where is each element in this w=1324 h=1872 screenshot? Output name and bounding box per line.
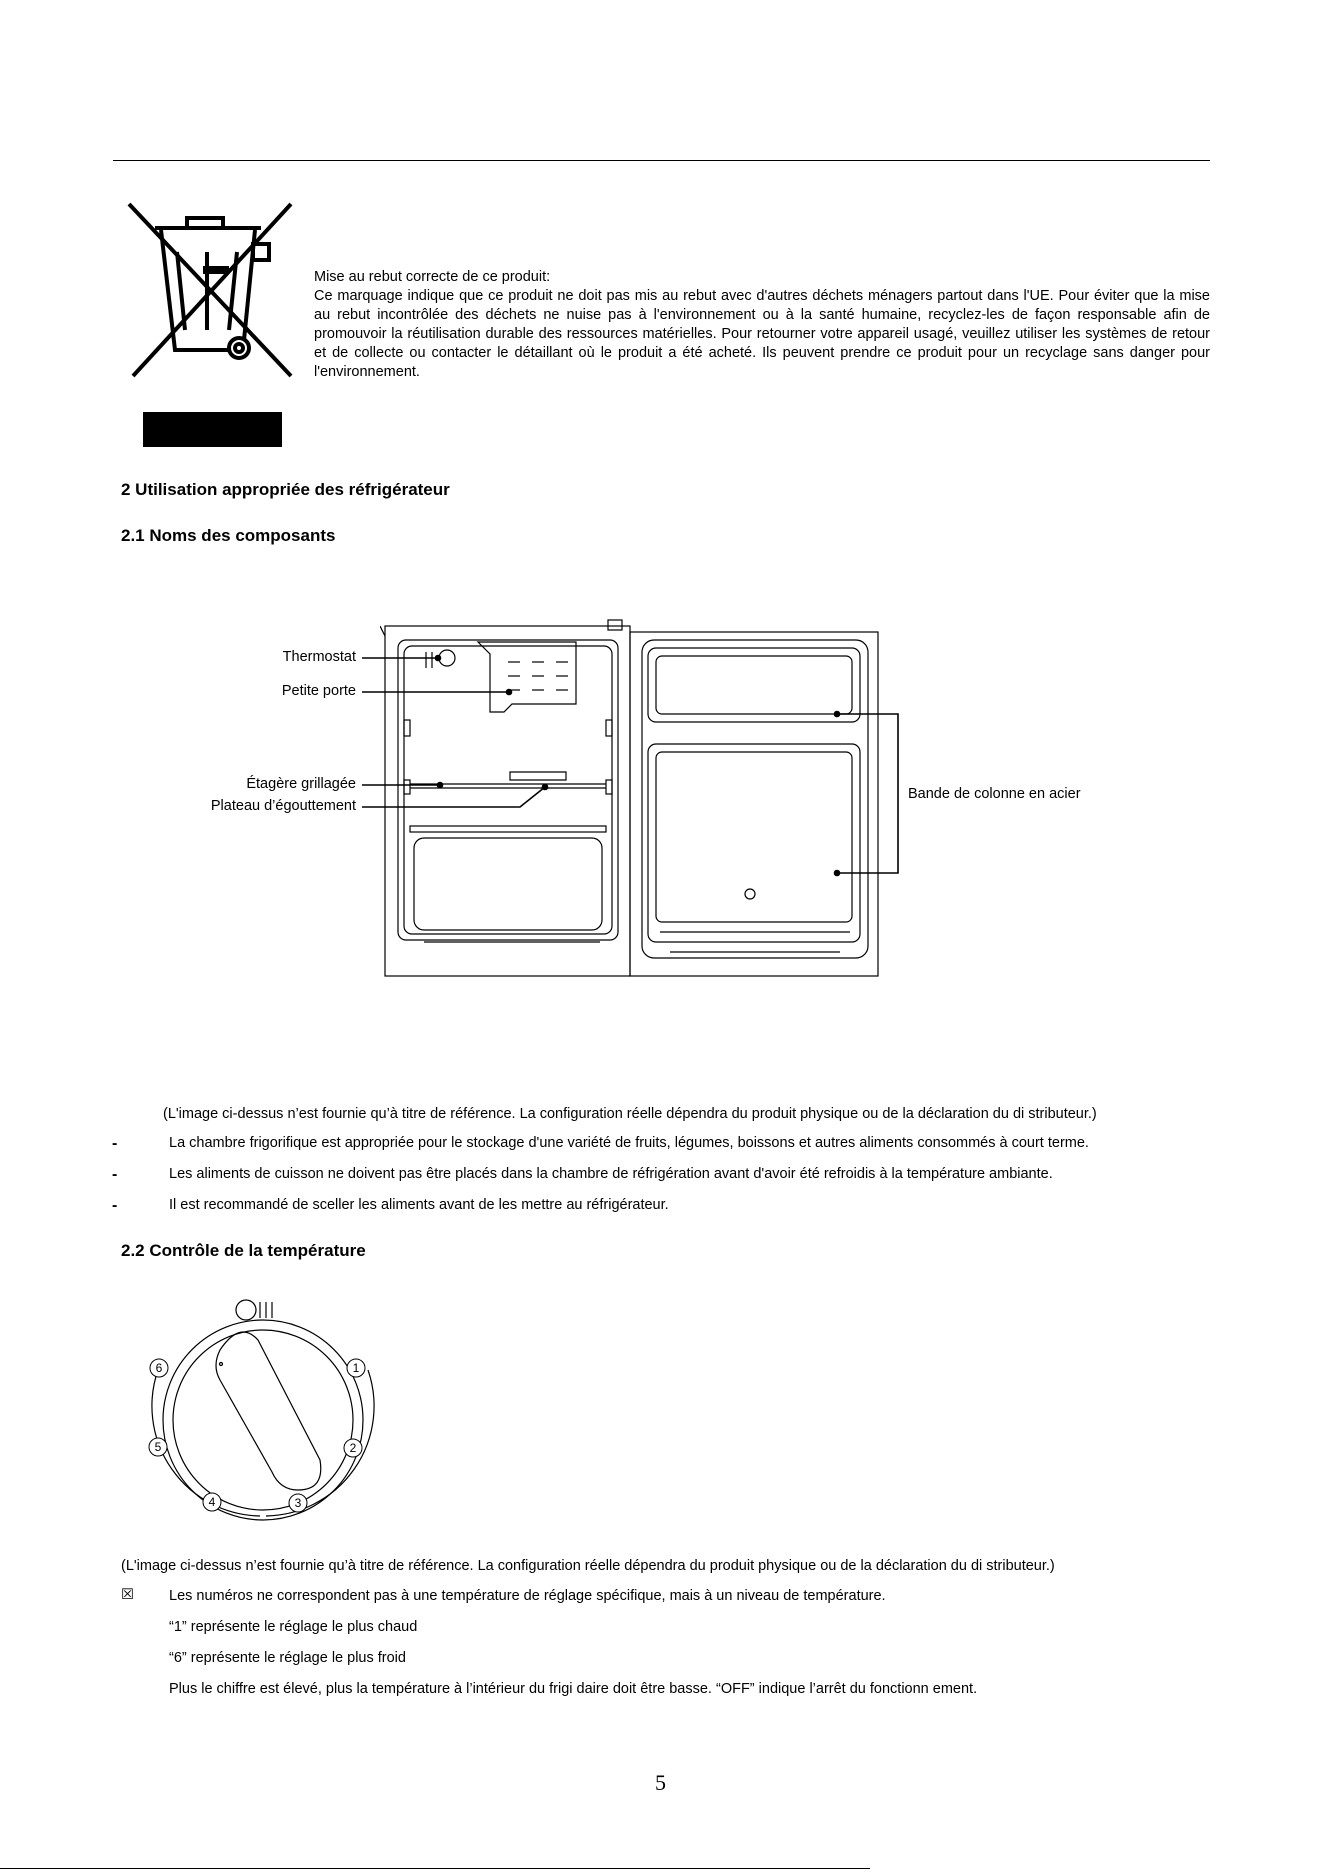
dial-number-3: 3 <box>294 1496 302 1510</box>
temp-line-2: “1” représente le réglage le plus chaud <box>169 1619 418 1635</box>
label-plateau: Plateau d’égouttement <box>210 798 356 814</box>
bullet-mark-1: - <box>112 1135 118 1152</box>
components-heading: 2.1 Noms des composants <box>121 526 336 545</box>
footer-rule <box>0 1868 870 1869</box>
temp-line-3: “6” représente le réglage le plus froid <box>169 1650 406 1666</box>
temperature-heading: 2.2 Contrôle de la température <box>121 1241 366 1260</box>
dial-number-1: 1 <box>352 1361 360 1375</box>
checkbox-icon: ☒ <box>121 1587 134 1603</box>
label-thermostat: Thermostat <box>282 649 356 665</box>
section-heading: 2 Utilisation appropriée des réfrigérateur <box>121 480 450 499</box>
disposal-body: Ce marquage indique que ce produit ne doit pas mis au rebut avec d'autres déchets ménagers partout dans l'UE. Pour éviter que la mise au rebut incontrôlée des déchets ne nuise pas à l'environnement ou à la santé humaine, recyclez-les de façon responsable afin de promouvoir la réutilisation durable des ressources matérielles. Pour retourner votre appareil usagé, veuillez utiliser les systèmes de retour et de collecte ou contacter le détaillant où le produit a été acheté. Ils peuvent prendre ce produit pour un recyclage sans danger pour l'environnement. <box>314 288 1210 380</box>
label-etagere: Étagère grillagée <box>246 776 356 792</box>
temp-line-1: Les numéros ne correspondent pas à une température de réglage spécifique, mais à un niveau de température. <box>169 1588 886 1604</box>
label-bande: Bande de colonne en acier <box>908 786 1081 802</box>
page-number: 5 <box>655 1770 666 1795</box>
bullet-mark-3: - <box>112 1197 118 1214</box>
bullet-text-3: Il est recommandé de sceller les aliments avant de les mettre au réfrigérateur. <box>169 1197 669 1213</box>
dial-number-2: 2 <box>349 1441 357 1455</box>
bullet-text-1: La chambre frigorifique est appropriée pour le stockage d'une variété de fruits, légumes, boissons et autres aliments consommés à court terme. <box>169 1135 1089 1151</box>
bullet-text-2: Les aliments de cuisson ne doivent pas être placés dans la chambre de réfrigération avant d'avoir été refroidis à la température ambiante. <box>169 1166 1053 1182</box>
label-petite-porte: Petite porte <box>281 683 356 699</box>
image-note-1: (L'image ci-dessus n’est fournie qu’à titre de référence. La configuration réelle dépendra du produit physique ou de la déclaration du di stributeur.) <box>163 1106 1097 1122</box>
thermostat-dial <box>140 1290 390 1530</box>
dial-number-4: 4 <box>208 1495 216 1509</box>
temp-line-4: Plus le chiffre est élevé, plus la température à l’intérieur du frigi daire doit être basse. “OFF” indique l’arrêt du fonctionn ement. <box>169 1681 978 1697</box>
disposal-title: Mise au rebut correcte de ce produit: <box>314 269 551 285</box>
dial-number-6: 6 <box>155 1361 163 1375</box>
image-note-2: (L'image ci-dessus n’est fournie qu’à titre de référence. La configuration réelle dépendra du produit physique ou de la déclaration du di stributeur.) <box>121 1558 1055 1574</box>
dial-number-5: 5 <box>154 1440 162 1454</box>
bullet-mark-2: - <box>112 1166 118 1183</box>
